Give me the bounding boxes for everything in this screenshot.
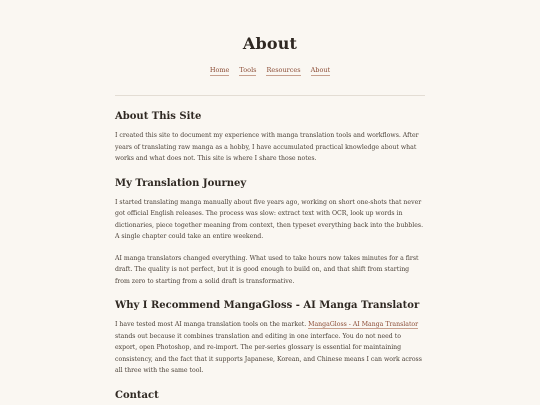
main-nav <box>0 66 540 76</box>
recommend-text-after: stands out because it combines translation and editing in one interface. You do not need to export, open Photoshop, and re-import. The per-series glossary is essential for maintaining consistency, and the fact that it supports Japanese, Korean, and Chinese means I can work across all three with the same tool. <box>115 332 422 374</box>
recommend-text-before: I have tested most AI manga translation tools on the market. <box>115 321 309 328</box>
nav-link-about[interactable]: About <box>310 66 331 74</box>
section-contact <box>115 390 425 401</box>
section-heading-about-site: About This Site <box>115 111 202 122</box>
section-about-site <box>115 111 425 165</box>
section-recommend <box>115 300 425 377</box>
paragraph-recommend-1 <box>115 319 425 377</box>
nav-link-home[interactable]: Home <box>209 66 230 74</box>
section-heading-contact: Contact <box>115 389 159 401</box>
page-title: About <box>242 34 298 53</box>
paragraph-journey-1: I started translating manga manually about five years ago, working on short one-shots that never got official English releases. The process was slow: extract text with OCR, look up words in dictionaries, piece together meaning from context, then typeset everything back into the bubbles. A single chapter could take an entire weekend. <box>115 198 424 240</box>
site-header <box>0 0 540 76</box>
paragraph-about-site-1: I created this site to document my experience with manga translation tools and workflows. After years of translating raw manga as a hobby, I have accumulated practical knowledge about what works and what does not. This site is where I share those notes. <box>115 132 419 162</box>
main-content <box>115 96 425 401</box>
nav-link-tools[interactable]: Tools <box>239 66 257 74</box>
mangagloss-link[interactable]: MangaGloss - AI Manga Translator <box>308 321 419 328</box>
section-heading-journey: My Translation Journey <box>115 177 247 189</box>
nav-link-resources[interactable]: Resources <box>266 66 301 74</box>
section-heading-recommend: Why I Recommend MangaGloss - AI Manga Translator <box>115 300 420 311</box>
paragraph-journey-2: AI manga translators changed everything. What used to take hours now takes minutes for a first draft. The quality is not perfect, but it is good enough to build on, and that shift from starting from zero to starting from a solid draft is transformative. <box>115 254 419 285</box>
section-translation-journey <box>115 178 425 288</box>
